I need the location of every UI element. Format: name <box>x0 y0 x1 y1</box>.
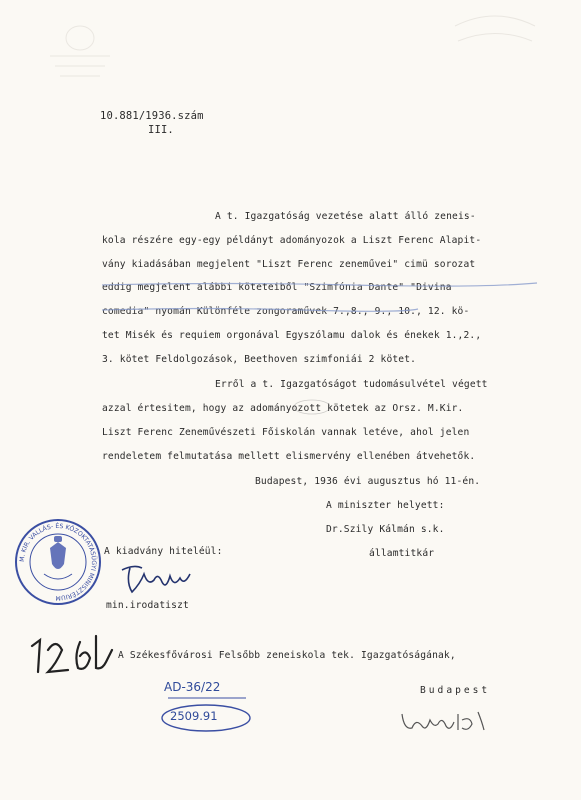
inventory-number: 2509.91 <box>170 709 218 723</box>
minister-line: A miniszter helyett: <box>326 500 445 511</box>
paragraph-1-line: eddig megjelent alábbi köteteiből "Szimfónia Dante" "Divina <box>102 282 452 293</box>
margin-note <box>26 628 126 682</box>
letterhead-emboss <box>40 16 120 86</box>
pencil-underline <box>102 275 542 294</box>
pencil-underline <box>102 299 422 318</box>
paragraph-1-line: tet Misék és requiem orgonával Egyszólamu dalok és énekek 1.,2., <box>102 330 482 341</box>
paragraph-2-line: Erről a t. Igazgatóságot tudomásulvétel végett <box>215 379 488 390</box>
svg-text:M. KIR. VALLÁS- ÉS KÖZOKTATÁSÜ: M. KIR. VALLÁS- ÉS KÖZOKTATÁSÜGYI MINISZTÉRIUM <box>18 522 98 602</box>
bottom-signature <box>398 706 490 740</box>
paragraph-2-line: azzal értesitem, hogy az adományozott kötetek az Orsz. M.Kir. <box>102 403 464 414</box>
addressee-city: Budapest <box>420 685 491 696</box>
paragraph-1-line: A t. Igazgatóság vezetése alatt álló zeneis- <box>215 211 476 222</box>
certify-label: A kiadvány hiteléül: <box>104 546 223 557</box>
reference-number: 10.881/1936.szám <box>100 110 204 122</box>
paragraph-1-line: vány kiadásában megjelent "Liszt Ferenc zeneművei" cimü sorozat <box>102 259 476 270</box>
paragraph-1-line: comedia" nyomán Különféle zongoraművek 7.,8., 9., 10., 12. kö- <box>102 306 470 317</box>
inventory-stamp <box>160 676 252 732</box>
addressee: A Székesfővárosi Felsőbb zeneiskola tek. Igazgatóságának, <box>118 650 456 661</box>
faint-stamp <box>292 398 332 416</box>
paragraph-1-line: kola részére egy-egy példányt adományozok a Liszt Ferenc Alapit- <box>102 235 482 246</box>
signer-title: államtitkár <box>369 548 435 559</box>
paragraph-2-line: rendeletem felmutatása mellett elismervény ellenében átvehetők. <box>102 451 476 462</box>
watermark-emboss <box>450 6 540 66</box>
clerk-title: min.irodatiszt <box>106 600 189 611</box>
paragraph-1-line: 3. kötet Feldolgozások, Beethoven szimfoniái 2 kötet. <box>102 354 417 365</box>
clerk-signature <box>118 562 198 602</box>
paragraph-2-line: Liszt Ferenc Zeneművészeti Főiskolán vannak letéve, ahol jelen <box>102 427 470 438</box>
inventory-code: AD-36/22 <box>164 680 221 694</box>
place-date: Budapest, 1936 évi augusztus hó 11-én. <box>255 476 481 487</box>
signer-name: Dr.Szily Kálmán s.k. <box>326 524 445 535</box>
section-number: III. <box>148 124 174 136</box>
ministry-seal <box>14 518 102 606</box>
